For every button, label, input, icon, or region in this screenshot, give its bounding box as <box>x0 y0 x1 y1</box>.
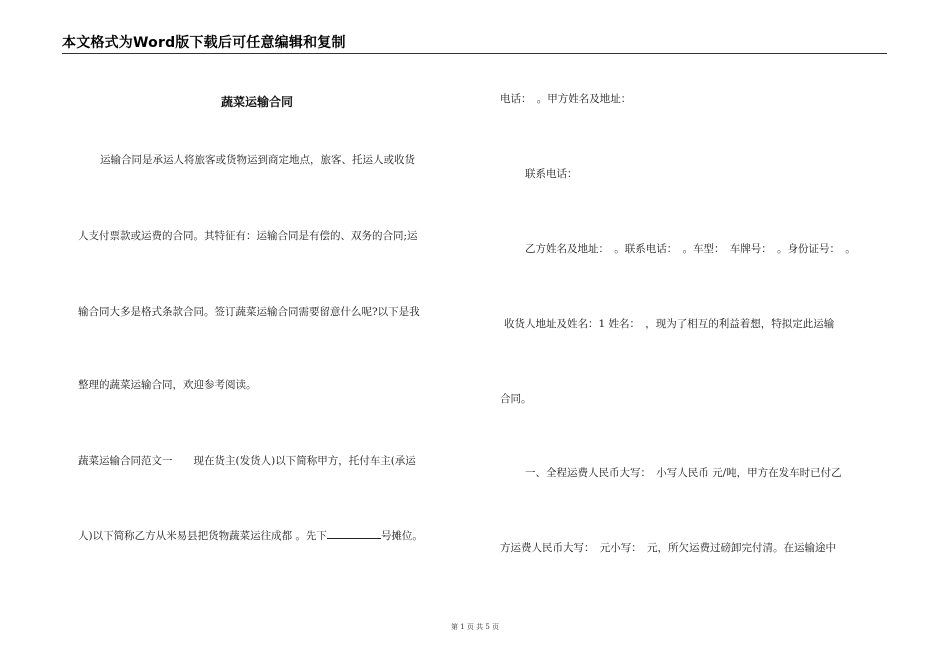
left-column <box>78 0 468 672</box>
fill-in-blank <box>327 529 381 539</box>
paragraph-line: 方运费人民币大写： 元小写： 元，所欠运费过磅卸完付清。在运输途中 <box>500 542 836 554</box>
paragraph-line: 一、全程运费人民币大写： 小写人民币 元/吨，甲方在发车时已付乙 <box>525 467 842 479</box>
document-title: 蔬菜运输合同 <box>221 95 294 109</box>
paragraph-line <box>78 529 423 543</box>
paragraph-line: 收货人地址及姓名：1 姓名： ，现为了相互的利益着想，特拟定此运输 <box>504 318 835 330</box>
paragraph-line: 蔬菜运输合同范文一 现在货主(发货人)以下简称甲方，托付车主(承运 <box>78 455 416 467</box>
paragraph-line: 人支付票款或运费的合同。其特征有：运输合同是有偿的、双务的合同;运 <box>78 230 418 242</box>
right-column <box>500 0 892 672</box>
paragraph-line: 联系电话： <box>525 168 578 180</box>
paragraph-line: 乙方姓名及地址： 。联系电话： 。车型： 车牌号： 。身份证号： 。 <box>525 243 856 255</box>
line-text-before-blank: 人)以下简称乙方从米易县把货物蔬菜运往成都 。先下 <box>78 530 327 542</box>
paragraph-line: 合同。 <box>500 393 532 405</box>
page-footer: 第 1 页 共 5 页 <box>450 623 500 631</box>
paragraph-line: 输合同大多是格式条款合同。签订蔬菜运输合同需要留意什么呢?以下是我 <box>78 306 420 318</box>
paragraph-line: 电话： 。甲方姓名及地址： <box>500 93 632 105</box>
paragraph-line: 运输合同是承运人将旅客或货物运到商定地点，旅客、托运人或收货 <box>100 154 415 166</box>
paragraph-line: 整理的蔬菜运输合同，欢迎参考阅读。 <box>78 379 257 391</box>
line-text-after-blank: 号摊位。 <box>380 530 423 542</box>
banner-text: 本文格式为Word版下载后可任意编辑和复制 <box>62 35 346 51</box>
